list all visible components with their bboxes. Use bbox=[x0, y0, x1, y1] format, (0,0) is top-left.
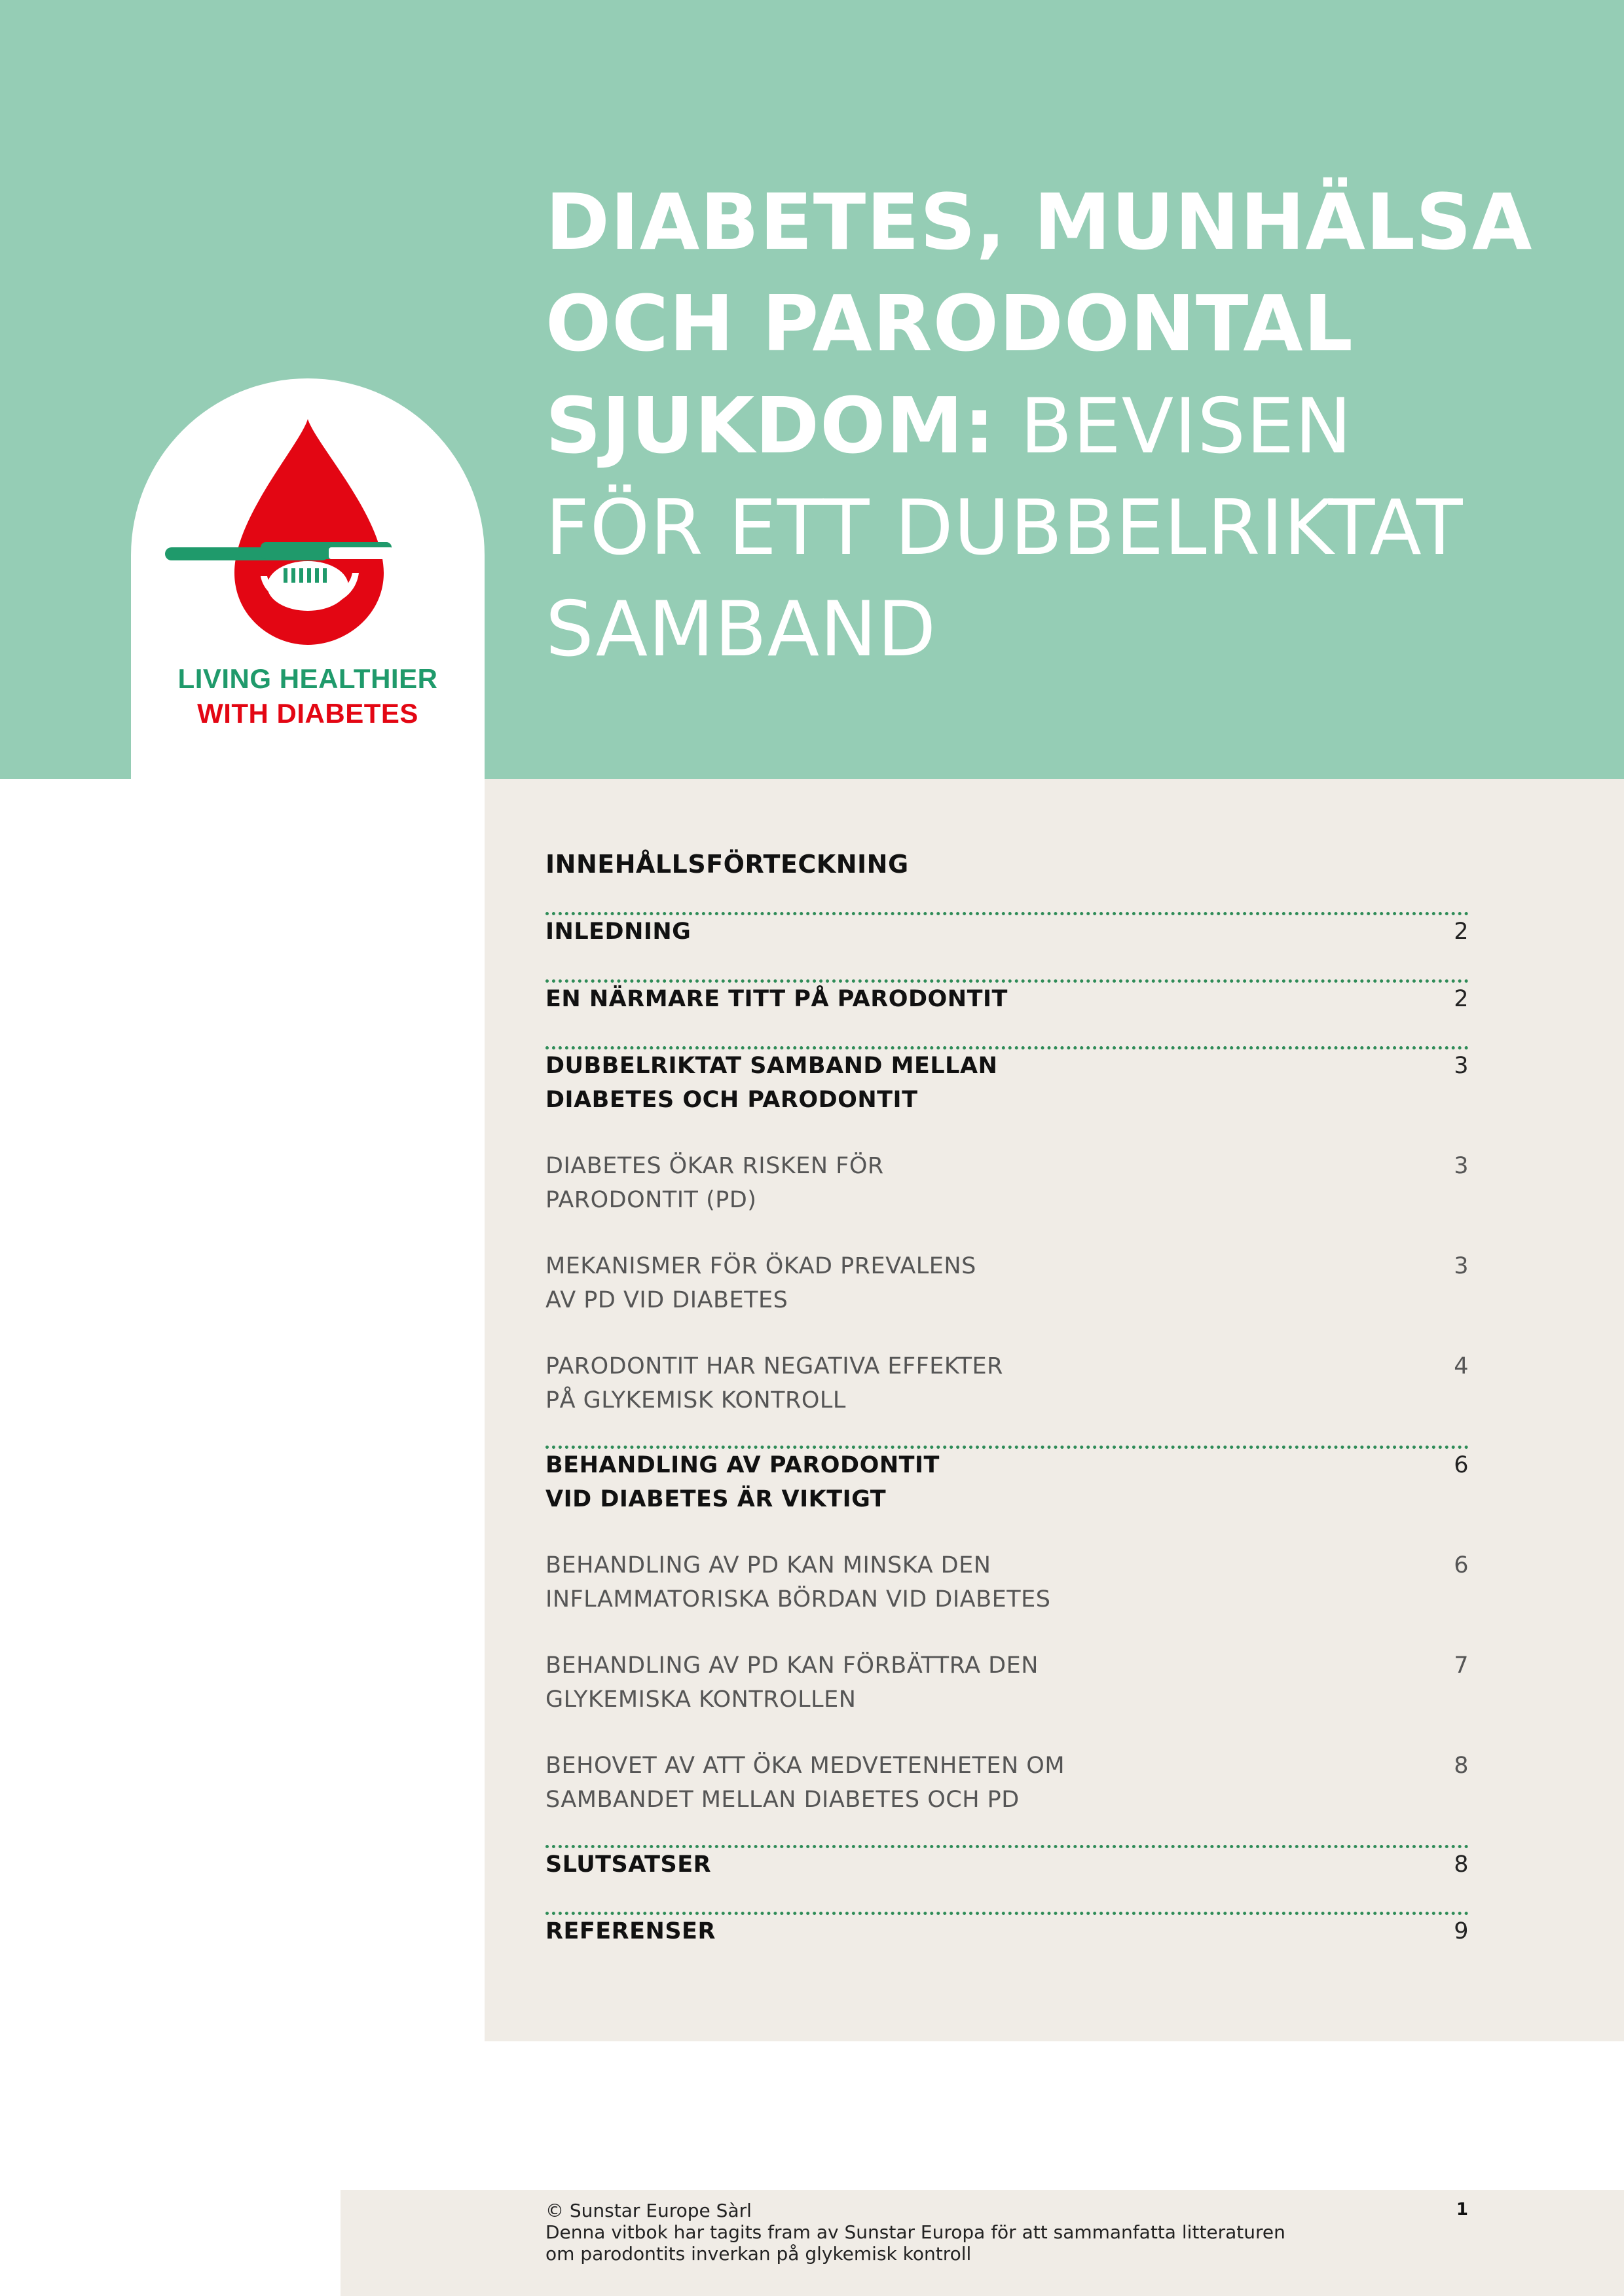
title-line2: OCH PARODONTAL bbox=[545, 278, 1354, 369]
toc-subentry[interactable] bbox=[545, 1349, 1469, 1417]
document-title bbox=[545, 172, 1567, 680]
toc-subentry-page: 3 bbox=[1454, 1153, 1469, 1179]
footer-description-line2: om parodontits inverkan på glykemisk kontroll bbox=[545, 2243, 972, 2265]
toc-entry-page: 9 bbox=[1454, 1918, 1469, 1944]
toc-entry-label: EN NÄRMARE TITT PÅ PARODONTIT bbox=[545, 986, 1008, 1012]
title-line3 bbox=[545, 374, 1567, 477]
toc-entry-label: REFERENSER bbox=[545, 1918, 716, 1944]
footer-text bbox=[545, 2200, 1397, 2265]
toc-subentry[interactable] bbox=[545, 1548, 1469, 1616]
logo-text-line1: LIVING HEALTHIER bbox=[177, 663, 438, 694]
toc-entry-page: 3 bbox=[1454, 1053, 1469, 1079]
title-line1: DIABETES, MUNHÄLSA bbox=[545, 177, 1533, 267]
toc-subentry-page: 6 bbox=[1454, 1552, 1469, 1578]
toc-subentry-page: 7 bbox=[1454, 1652, 1469, 1679]
toc-subentry[interactable] bbox=[545, 1249, 1469, 1317]
page-number: 1 bbox=[1456, 2200, 1468, 2219]
toc-subentry-label: MEKANISMER FÖR ÖKAD PREVALENS AV PD VID DIABETES bbox=[545, 1253, 976, 1313]
toc-heading: INNEHÅLLSFÖRTECKNING bbox=[545, 850, 909, 879]
toc-entry-page: 2 bbox=[1454, 919, 1469, 945]
toc-subentry-page: 4 bbox=[1454, 1353, 1469, 1379]
toc-subentry-page: 3 bbox=[1454, 1253, 1469, 1279]
title-line4: FÖR ETT DUBBELRIKTAT bbox=[545, 484, 1464, 572]
toc-subentry[interactable] bbox=[545, 1149, 1469, 1217]
footer-copyright: © Sunstar Europe Sàrl bbox=[545, 2200, 752, 2221]
toc-entry-label: INLEDNING bbox=[545, 919, 692, 945]
toc-entry-page: 6 bbox=[1454, 1452, 1469, 1478]
toc-subentry[interactable] bbox=[545, 1749, 1469, 1817]
toc-entry[interactable] bbox=[545, 1914, 1469, 1948]
toc-subentry[interactable] bbox=[545, 1649, 1469, 1717]
toc-entry[interactable] bbox=[545, 915, 1469, 949]
toc-subentry-page: 8 bbox=[1454, 1753, 1469, 1779]
toc-subentry-label: DIABETES ÖKAR RISKEN FÖR PARODONTIT (PD) bbox=[545, 1153, 884, 1213]
toc-entry-page: 2 bbox=[1454, 986, 1469, 1012]
toc-entry-page: 8 bbox=[1454, 1851, 1469, 1878]
toc-entry-label: SLUTSATSER bbox=[545, 1851, 712, 1878]
title-line5: SAMBAND bbox=[545, 585, 937, 674]
logo-text-line2: WITH DIABETES bbox=[197, 698, 418, 729]
title-line3-light: BEVISEN bbox=[995, 382, 1353, 471]
toc-subentry-label: BEHANDLING AV PD KAN MINSKA DEN INFLAMMATORISKA BÖRDAN VID DIABETES bbox=[545, 1552, 1051, 1613]
toc-subentry-label: BEHOVET AV ATT ÖKA MEDVETENHETEN OM SAMBANDET MELLAN DIABETES OCH PD bbox=[545, 1753, 1065, 1813]
toc-entry[interactable] bbox=[545, 1448, 1469, 1516]
toc-entry[interactable] bbox=[545, 982, 1469, 1016]
toc-subentry-label: PARODONTIT HAR NEGATIVA EFFEKTER PÅ GLYKEMISK KONTROLL bbox=[545, 1353, 1003, 1413]
toc-entry[interactable] bbox=[545, 1049, 1469, 1117]
title-line3-bold: SJUKDOM: bbox=[545, 380, 996, 471]
toc-subentry-label: BEHANDLING AV PD KAN FÖRBÄTTRA DEN GLYKEMISKA KONTROLLEN bbox=[545, 1652, 1039, 1713]
toc-entry-label: DUBBELRIKTAT SAMBAND MELLAN DIABETES OCH PARODONTIT bbox=[545, 1053, 998, 1113]
toc-entry-label: BEHANDLING AV PARODONTIT VID DIABETES ÄR VIKTIGT bbox=[545, 1452, 940, 1512]
blood-drop-toothbrush-icon bbox=[162, 419, 398, 648]
toc-entry[interactable] bbox=[545, 1848, 1469, 1882]
footer-description-line1: Denna vitbok har tagits fram av Sunstar Europa för att sammanfatta litteraturen bbox=[545, 2221, 1285, 2243]
